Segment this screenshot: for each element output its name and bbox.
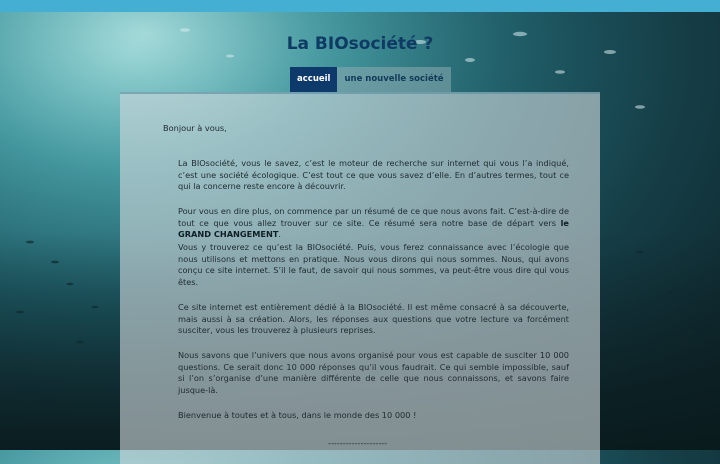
greeting-text: Bonjour à vous, [163, 123, 227, 133]
content-panel [120, 92, 600, 464]
paragraph-questions: Nous savons que l’univers que nous avons organisé pour vous est capable de susciter 10 000 questions. Ce serait donc 10 000 réponses qu’il vous faudrait. Ce qui semble impossible, sauf si l’on s’organise d’une manière différente de celle que nous connaissons, et savons faire jusque-là. [178, 350, 569, 395]
paragraph-welcome: Bienvenue à toutes et à tous, dans le monde des 10 000 ! [178, 410, 417, 420]
paragraph-discover: Vous y trouverez ce qu’est la BIOsociété. Puis, vous ferez connaissance avec l’écologie que nous utilisons et mettons en pratique. Nous vous dirons qui nous sommes. Nous, qui avons conçu ce site internet. S’il le faut, de savoir qui nous sommes, va peut-être vous dire qui vous êtes. [178, 242, 569, 287]
paragraph-summary [178, 206, 569, 241]
tab-une-nouvelle-societe[interactable]: une nouvelle société [337, 67, 450, 92]
paragraph-dedicated: Ce site internet est entièrement dédié à la BIOsociété. Il est même consacré à sa découverte, mais aussi à sa création. Alors, les réponses aux questions que votre lecture va forcément susciter, vous les trouverez à plusieurs reprises. [178, 302, 569, 336]
top-accent-bar [0, 0, 720, 12]
grand-changement-highlight: le GRAND CHANGEMENT [178, 217, 569, 240]
paragraph-intro: La BIOsociété, vous le savez, c’est le moteur de recherche sur internet qui vous l’a indiqué, c’est une société écologique. C’est tout ce que vous savez d’elle. En d’autres termes, tout ce qui la concerne reste encore à découvrir. [178, 158, 569, 192]
paragraph-summary-end: . [278, 229, 282, 240]
tab-accueil[interactable]: accueil [290, 67, 337, 92]
site-title: La BIOsociété ? [286, 34, 434, 54]
main-nav [290, 67, 451, 92]
separator-line: -------------------- [328, 438, 388, 448]
paragraph-summary-text: Pour vous en dire plus, on commence par un résumé de ce que nous avons fait. C’est-à-dire de tout ce que vous allez trouver sur ce site. Ce résumé sera notre base de départ vers [178, 206, 569, 228]
